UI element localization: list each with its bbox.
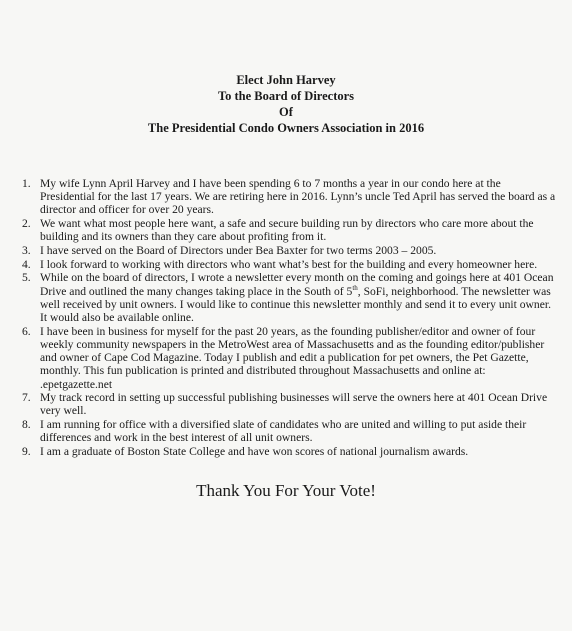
list-item	[22, 325, 558, 391]
list-item	[22, 418, 558, 444]
list-item	[22, 391, 558, 417]
list-item-text-part-a: While on the board of directors, I wrote a newsletter every month on the coming and goings here at 401 Ocean Drive and outlined the many changes taking place in the South of 5	[40, 271, 554, 298]
list-item-number: 4.	[22, 257, 31, 271]
list-item-text: We want what most people here want, a safe and secure building run by directors who care more about the building and its owners than they care about profiting from it.	[40, 217, 534, 244]
list-item	[22, 177, 558, 217]
list-item-number: 7.	[22, 391, 31, 405]
heading-line-3: Of	[279, 105, 293, 119]
heading-line-4: The Presidential Condo Owners Association in 2016	[147, 121, 425, 135]
list-item-text: I am running for office with a diversified slate of candidates who are united and willing to put aside their differences and work in the best interest of all unit owners.	[40, 418, 527, 445]
list-item-number: 9.	[22, 445, 31, 459]
list-item-text: My track record in setting up successful publishing businesses will serve the owners here at 401 Ocean Drive very well.	[40, 391, 548, 418]
numbered-list	[22, 177, 558, 459]
list-item	[22, 217, 558, 243]
list-item-number: 3.	[22, 244, 31, 258]
list-item-text: My wife Lynn April Harvey and I have been spending 6 to 7 months a year in our condo here at the Presidential for the last 17 years. We are retiring here in 2016. Lynn’s uncle Ted April has served the board as a director and officer for over 20 years.	[40, 177, 556, 217]
list-item-number: 5.	[22, 271, 31, 285]
list-item-text: I have been in business for myself for the past 20 years, as the founding publisher/editor and owner of four weekly community newspapers in the MetroWest area of Massachusetts and as the founding editor/publisher and owner of Cape Cod Magazine. Today I publish and edit a publication for pet owners, the Pet Gazette, monthly. This fun publication is printed and distributed throughout Massachusetts and online at: .epetgazette.net	[40, 324, 545, 391]
document-heading	[0, 72, 572, 136]
list-item-text: I look forward to working with directors who want what’s best for the building and every homeowner here.	[40, 257, 538, 271]
superscript-th: th	[352, 283, 358, 292]
list-item	[22, 445, 558, 458]
list-item-number: 1.	[22, 177, 31, 190]
heading-line-2: To the Board of Directors	[217, 89, 355, 103]
list-item	[22, 258, 558, 271]
list-item-number: 6.	[22, 324, 31, 338]
list-item	[22, 244, 558, 257]
list-item-text: I have served on the Board of Directors under Bea Baxter for two terms 2003 – 2005.	[40, 244, 437, 258]
list-item-text-part-b: , SoFi, neighborhood. The newsletter was well received by unit owners. I would like to continue this newsletter monthly and send it to every unit owner. It would also be available online.	[40, 284, 551, 325]
list-item-number: 8.	[22, 418, 31, 432]
list-item-number: 2.	[22, 217, 31, 231]
closing-line: Thank You For Your Vote!	[196, 481, 376, 500]
list-item	[22, 271, 558, 324]
list-item-text: I am a graduate of Boston State College and have won scores of national journalism awards.	[40, 445, 469, 459]
heading-line-1: Elect John Harvey	[236, 73, 336, 87]
